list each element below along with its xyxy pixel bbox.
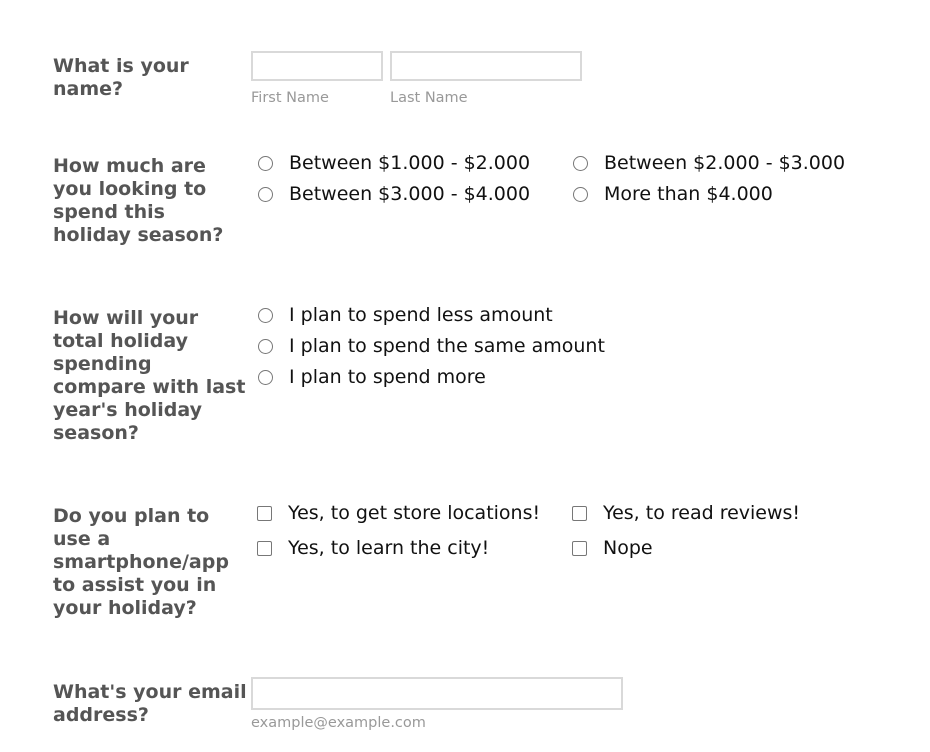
smartphone-question-label: Do you plan to use a smartphone/app to assist you in your holiday? xyxy=(53,505,229,619)
email-input[interactable] xyxy=(251,677,623,710)
checkbox-icon[interactable] xyxy=(572,541,587,556)
spend-option-4[interactable] xyxy=(573,183,773,205)
radio-icon[interactable] xyxy=(258,308,273,323)
option-label: Nope xyxy=(603,537,653,559)
spend-option-3[interactable] xyxy=(258,183,530,205)
last-name-sublabel: Last Name xyxy=(390,90,468,106)
first-name-sublabel: First Name xyxy=(251,90,329,106)
spend-option-2[interactable] xyxy=(573,152,845,174)
option-label: Yes, to get store locations! xyxy=(288,502,541,524)
checkbox-icon[interactable] xyxy=(257,506,272,521)
spend-question-label: How much are you looking to spend this holiday season? xyxy=(53,155,224,246)
checkbox-icon[interactable] xyxy=(257,541,272,556)
option-label: Yes, to learn the city! xyxy=(288,537,490,559)
option-label: Between $1.000 - $2.000 xyxy=(289,152,531,174)
compare-question-label: How will your total holiday spending compare with last year's holiday season? xyxy=(53,307,246,444)
radio-icon[interactable] xyxy=(258,156,273,171)
compare-option-1[interactable] xyxy=(258,304,553,326)
option-label: Between $2.000 - $3.000 xyxy=(604,152,846,174)
smartphone-option-4[interactable] xyxy=(572,537,653,559)
radio-icon[interactable] xyxy=(258,339,273,354)
last-name-input[interactable] xyxy=(390,51,582,81)
name-question-label: What is your name? xyxy=(53,55,189,100)
smartphone-option-3[interactable] xyxy=(257,537,489,559)
option-label: I plan to spend the same amount xyxy=(289,335,605,357)
option-label: Between $3.000 - $4.000 xyxy=(289,183,531,205)
option-label: More than $4.000 xyxy=(604,183,773,205)
radio-icon[interactable] xyxy=(258,370,273,385)
radio-icon[interactable] xyxy=(573,156,588,171)
email-question-label: What's your email address? xyxy=(53,681,247,726)
first-name-input[interactable] xyxy=(251,51,383,81)
option-label: I plan to spend less amount xyxy=(289,304,553,326)
checkbox-icon[interactable] xyxy=(572,506,587,521)
smartphone-option-2[interactable] xyxy=(572,502,800,524)
email-sublabel: example@example.com xyxy=(251,715,426,731)
compare-option-2[interactable] xyxy=(258,335,605,357)
smartphone-option-1[interactable] xyxy=(257,502,540,524)
radio-icon[interactable] xyxy=(258,187,273,202)
compare-option-3[interactable] xyxy=(258,366,486,388)
spend-option-1[interactable] xyxy=(258,152,530,174)
radio-icon[interactable] xyxy=(573,187,588,202)
option-label: Yes, to read reviews! xyxy=(603,502,801,524)
option-label: I plan to spend more xyxy=(289,366,486,388)
